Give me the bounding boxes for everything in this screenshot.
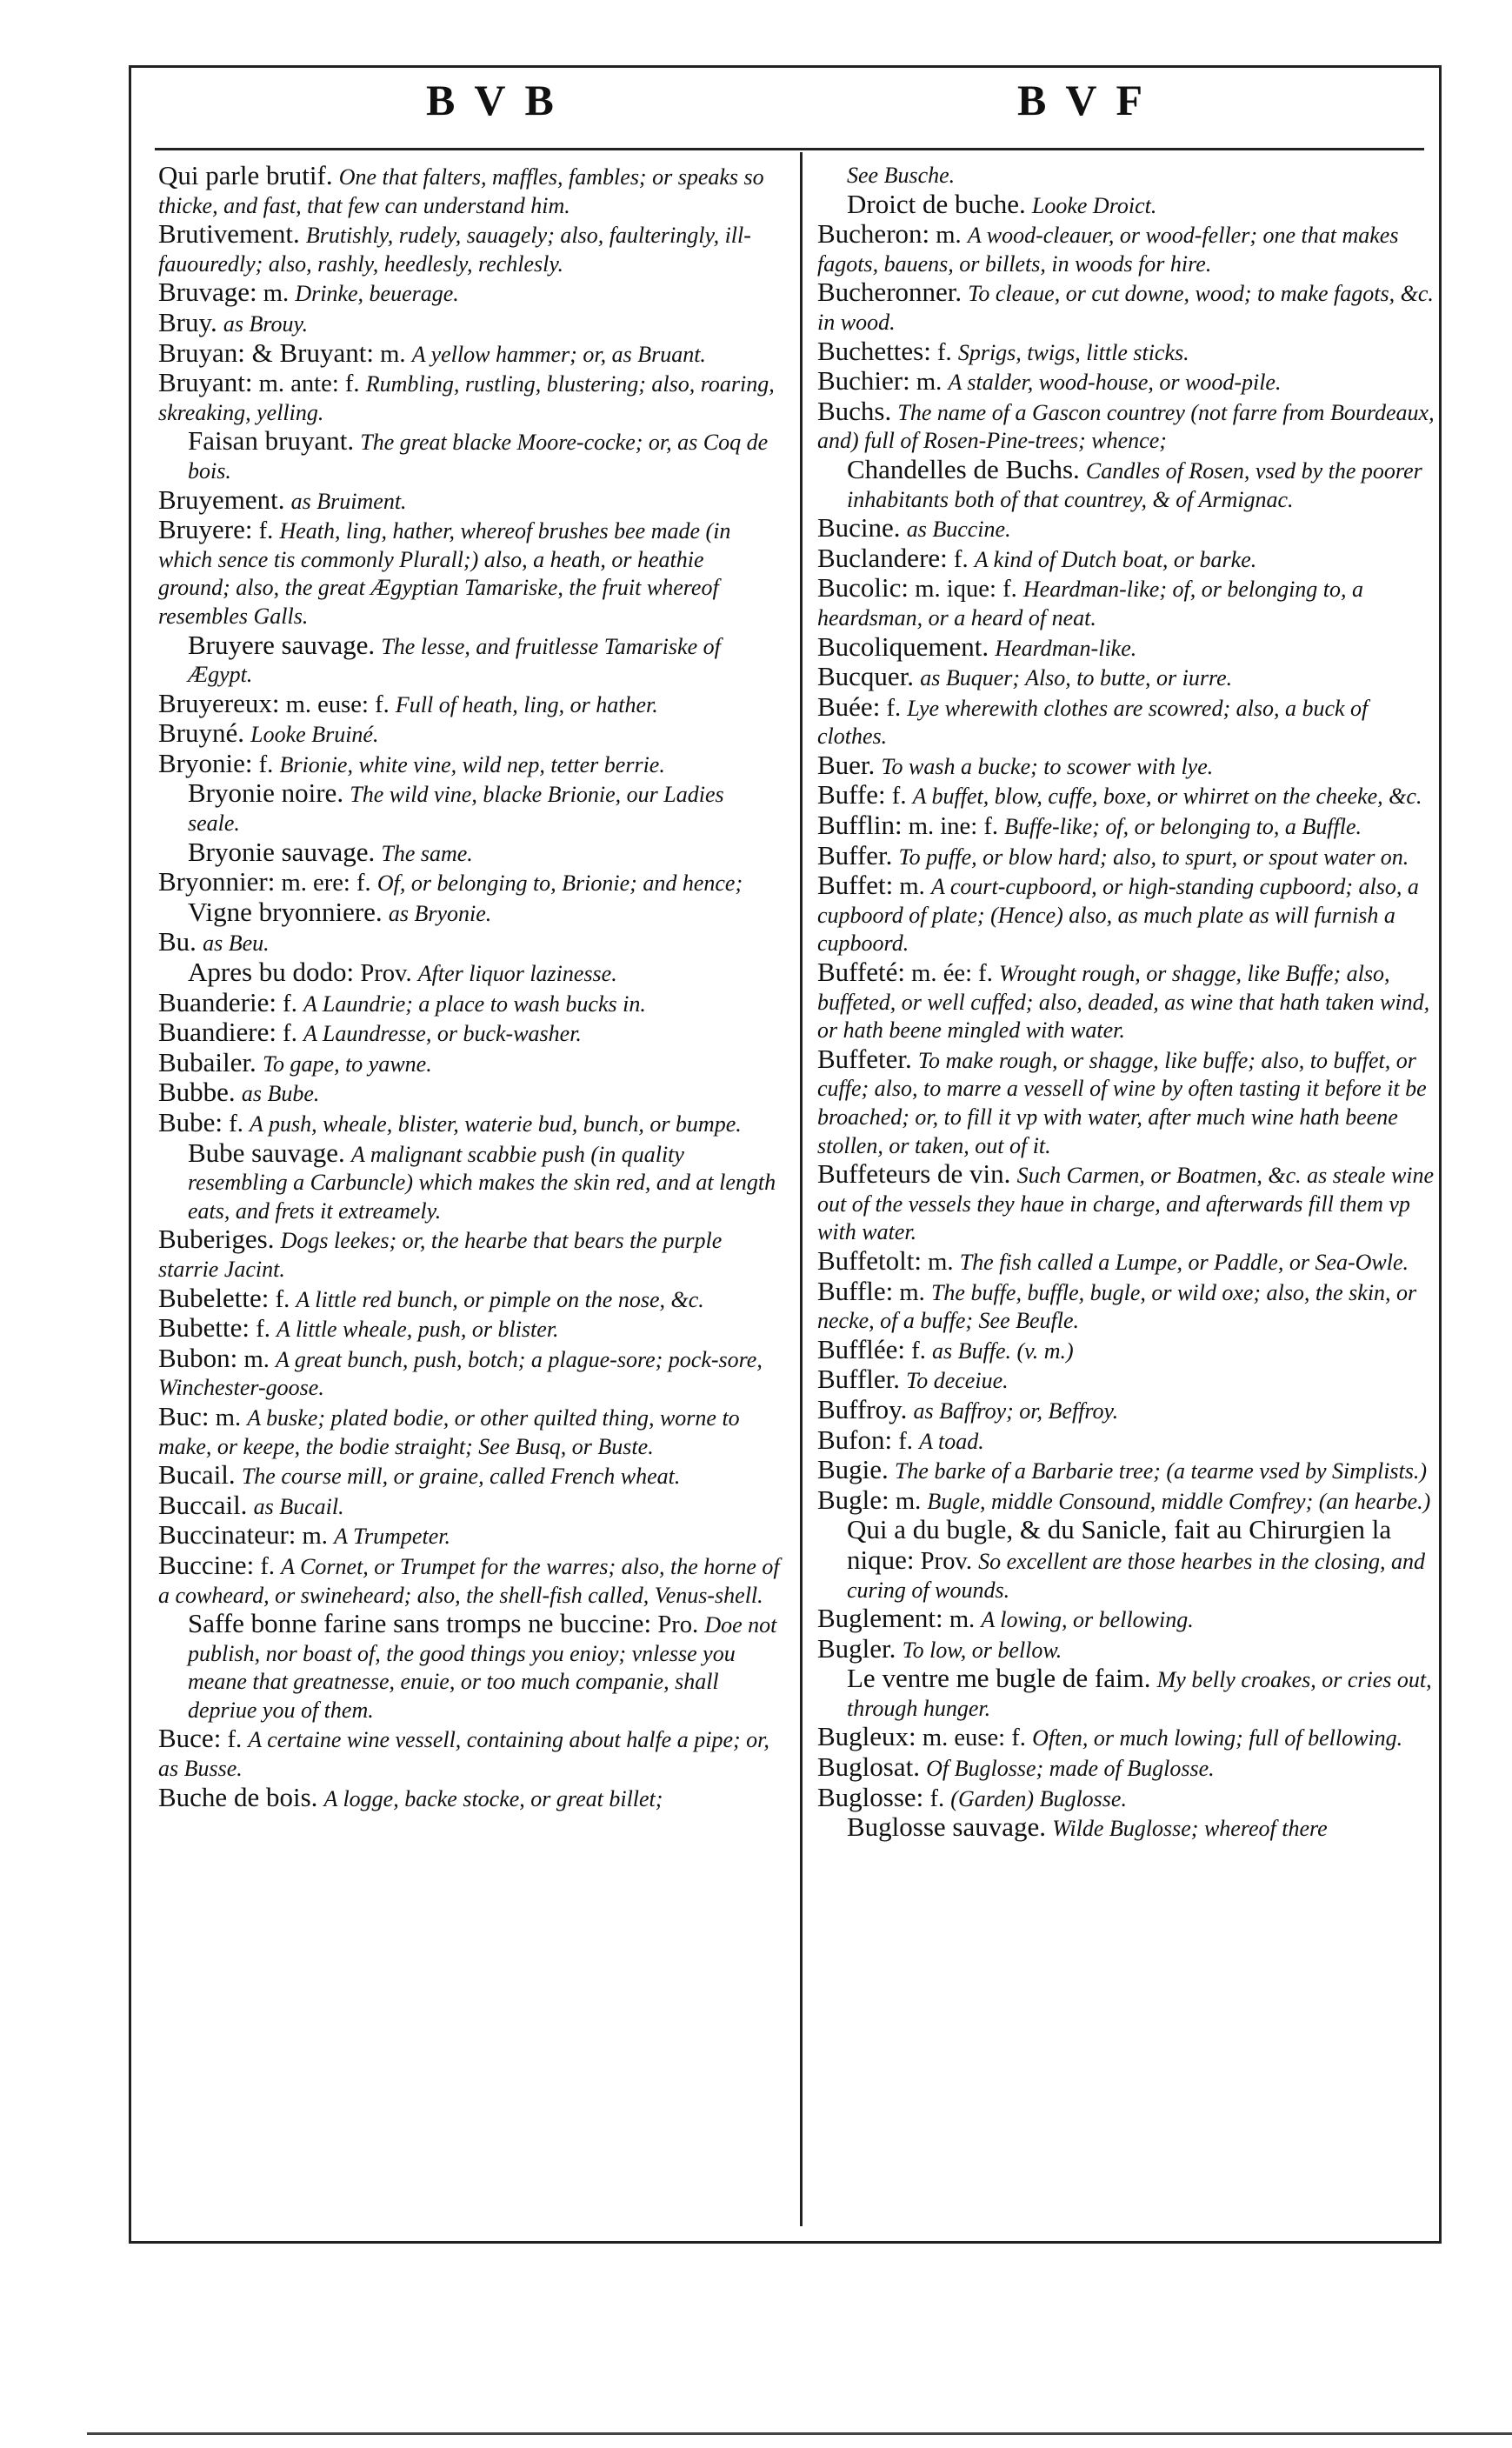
headword: Bucine.: [817, 512, 901, 544]
headword: Chandelles de Buchs.: [847, 453, 1080, 484]
definition: A great bunch, push, botch; a plague-sore; pock-sore, Winchester-goose.: [158, 1346, 763, 1401]
grammar-tag: Pro.: [657, 1611, 699, 1639]
grammar-tag: f.: [937, 338, 952, 366]
definition: A little red bunch, or pimple on the nose, &c.: [296, 1286, 704, 1312]
definition: To deceiue.: [906, 1368, 1009, 1394]
dictionary-entry: [817, 1244, 1439, 1277]
definition: Candles of Rosen, vsed by the poorer inhabitants both of that countrey, & of Armignac.: [847, 457, 1422, 512]
dictionary-entry: [158, 1781, 780, 1814]
definition: To cleaue, or cut downe, wood; to make fagots, &c. in wood.: [817, 281, 1434, 335]
running-head-right: BVF: [1017, 76, 1162, 124]
definition: A stalder, wood-house, or wood-pile.: [948, 370, 1282, 396]
definition: as Bube.: [241, 1081, 320, 1107]
headword: Bruyere:: [158, 514, 253, 545]
headword: Bufflin:: [817, 810, 903, 841]
grammar-tag: Prov.: [360, 960, 412, 988]
definition: Rumbling, rustling, blustering; also, roaring, skreaking, yelling.: [158, 371, 775, 425]
definition: A certaine wine vessell, containing about halfe a pipe; or, as Busse.: [158, 1727, 769, 1782]
headword: Buffle:: [817, 1275, 894, 1306]
dictionary-entry: [817, 1664, 1439, 1723]
dictionary-entry: [817, 190, 1439, 221]
definition: as Bryonie.: [388, 900, 492, 926]
headword: Bucoliquement.: [817, 630, 989, 662]
definition: Lye wherewith clothes are scowred; also, a buck of clothes.: [817, 695, 1369, 750]
definition: To low, or bellow.: [902, 1637, 1062, 1663]
dictionary-entry: [158, 278, 780, 309]
headword: Buglement:: [817, 1603, 943, 1634]
headword: Bryonie:: [158, 747, 253, 778]
headword: Buglosse:: [817, 1781, 924, 1812]
dictionary-entry: [158, 1109, 780, 1139]
dictionary-entry: [158, 1284, 780, 1315]
definition: A little wheale, push, or blister.: [276, 1317, 559, 1343]
headword: Buffeter.: [817, 1043, 912, 1074]
definition: The buffe, buffle, bugle, or wild oxe; also, the skin, or necke, of a buffe; See Beufle.: [817, 1279, 1417, 1334]
definition: The course mill, or graine, called French wheat.: [241, 1464, 681, 1490]
grammar-tag: f.: [256, 1316, 270, 1344]
dictionary-entry: [817, 337, 1439, 368]
grammar-tag: f.: [283, 1020, 297, 1048]
definition: Heardman-like; of, or belonging to, a heardsman, or a heard of neat.: [817, 577, 1364, 630]
dictionary-entry: [158, 719, 780, 750]
dictionary-entry: [817, 1632, 1439, 1665]
dictionary-entry: [817, 811, 1439, 842]
headword: Qui a du bugle, & du Sanicle, fait au Chirurgien la nique:: [847, 1514, 1392, 1575]
headword: Buffeteurs de vin.: [817, 1158, 1011, 1190]
column-divider: [800, 152, 803, 2226]
definition: A wood-cleauer, or wood-feller; one that makes fagots, bauens, or billets, in woods for hire.: [817, 223, 1399, 277]
dictionary-entry: [158, 427, 780, 485]
grammar-tag: m.: [899, 1278, 925, 1306]
headword: Bubette:: [158, 1312, 250, 1344]
grammar-tag: f.: [929, 1784, 945, 1812]
definition: A Laundrie; a place to wash bucks in.: [303, 991, 646, 1017]
headword: Buffeté:: [817, 957, 906, 988]
dictionary-entry: [817, 574, 1439, 632]
dictionary-entry: [817, 1393, 1439, 1426]
headword: Buer.: [817, 749, 876, 780]
headword: Bryonie noire.: [188, 777, 344, 809]
definition: A kind of Dutch boat, or barke.: [974, 546, 1257, 572]
dictionary-entry: [158, 306, 780, 339]
dictionary-entry: [817, 630, 1439, 664]
dictionary-entry: [158, 1461, 780, 1491]
headword: Bufon:: [817, 1424, 893, 1455]
dictionary-entry: [158, 339, 780, 370]
dictionary-entry: [817, 397, 1439, 456]
headword: Bucheronner.: [817, 277, 962, 308]
dictionary-entry: [158, 1139, 780, 1226]
dictionary-entry: [158, 162, 780, 220]
definition: Of, or belonging to, Brionie; and hence;: [376, 870, 743, 897]
headword: Bruyement.: [158, 484, 285, 515]
grammar-tag: m.: [302, 1523, 328, 1551]
grammar-tag: m.: [899, 873, 925, 901]
headword: Bube:: [158, 1107, 223, 1137]
dictionary-entry: [158, 1724, 780, 1783]
grammar-tag: f.: [258, 750, 274, 778]
grammar-tag: m.: [380, 340, 406, 368]
grammar-tag: m. ere: f.: [281, 870, 371, 897]
grammar-tag: f.: [258, 517, 274, 545]
headword: Buffler.: [817, 1364, 900, 1395]
dictionary-entry: [817, 871, 1439, 958]
grammar-tag: m.: [928, 1248, 954, 1276]
grammar-tag: f.: [891, 783, 907, 810]
definition: To gape, to yawne.: [262, 1051, 432, 1077]
dictionary-entry: [158, 868, 780, 898]
definition: as Beu.: [203, 931, 270, 957]
headword: Le ventre me bugle de faim.: [847, 1663, 1151, 1694]
dictionary-entry: [158, 220, 780, 278]
definition: So excellent are those hearbes in the closing, and curing of wounds.: [847, 1548, 1425, 1603]
headword: Buffet:: [817, 870, 894, 901]
grammar-tag: m. ique: f.: [915, 576, 1017, 604]
dictionary-entry: [817, 1604, 1439, 1635]
headword: Buccail.: [158, 1489, 248, 1520]
definition: The barke of a Barbarie tree; (a tearme vsed by Simplists.): [894, 1458, 1428, 1484]
headword: Buanderie:: [158, 986, 277, 1017]
definition: The same.: [381, 840, 473, 866]
dictionary-entry: [817, 958, 1439, 1045]
headword: Buccinateur:: [158, 1519, 296, 1551]
definition: A malignant scabbie push (in quality resembling a Carbuncle) which makes the skin red, and at length eats, and frets it extreamely.: [188, 1141, 776, 1224]
definition: The wild vine, blacke Brionie, our Ladies seale.: [188, 782, 724, 837]
headword: Buglosse sauvage.: [847, 1811, 1047, 1843]
dictionary-entry: [158, 747, 780, 780]
headword: Buffe:: [817, 779, 886, 810]
headword: Buce:: [158, 1723, 222, 1754]
definition: A logge, backe stocke, or great billet;: [323, 1785, 663, 1811]
definition: To puffe, or blow hard; also, to spurt, or spout water on.: [898, 844, 1409, 870]
headword: Buccine:: [158, 1549, 255, 1580]
headword: Bucail.: [158, 1459, 236, 1491]
headword: Droict de buche.: [847, 188, 1026, 219]
headword: Buffer.: [817, 839, 893, 870]
definition: Looke Bruiné.: [250, 722, 379, 748]
headword: Buche de bois.: [158, 1781, 318, 1812]
dictionary-entry: [817, 663, 1439, 693]
headword: Bruyan: & Bruyant:: [158, 337, 374, 368]
headword: Buchs.: [817, 395, 892, 426]
dictionary-entry: [817, 220, 1439, 278]
definition: Sprigs, twigs, little sticks.: [957, 339, 1189, 365]
dictionary-entry: [817, 1426, 1439, 1457]
definition: Buffe-like; of, or belonging to, a Buffle.: [1004, 814, 1362, 840]
definition: Bugle, middle Consound, middle Comfrey; (an hearbe.): [927, 1488, 1431, 1514]
dictionary-entry: [158, 986, 780, 1019]
headword: Bube sauvage.: [188, 1137, 345, 1168]
dictionary-entry: [817, 1753, 1439, 1784]
definition: Drinke, beuerage.: [295, 281, 459, 307]
dictionary-entry: [817, 1365, 1439, 1396]
dictionary-entry: [817, 1456, 1439, 1486]
definition: Looke Droict.: [1031, 192, 1157, 218]
grammar-tag: f.: [898, 1427, 913, 1455]
headword: Bruvage:: [158, 277, 257, 308]
definition: The great blacke Moore-cocke; or, as Coq de bois.: [188, 430, 769, 484]
definition: A Trumpeter.: [334, 1524, 450, 1550]
grammar-tag: f.: [260, 1552, 276, 1580]
definition: as Baffroy; or, Beffroy.: [913, 1397, 1119, 1424]
headword: Bubelette:: [158, 1282, 270, 1313]
definition: Dogs leekes; or, the hearbe that bears the purple starrie Jacint.: [158, 1228, 723, 1282]
dictionary-entry: [158, 928, 780, 958]
dictionary-entry: [158, 516, 780, 630]
dictionary-entry: [158, 631, 780, 690]
definition: My belly croakes, or cries out, through hunger.: [847, 1667, 1432, 1721]
headword: Bugle:: [817, 1484, 889, 1515]
definition: Wilde Buglosse; whereof there: [1052, 1816, 1328, 1842]
definition: Heardman-like.: [995, 635, 1137, 661]
definition: The name of a Gascon countrey (not farre from Bourdeaux, and) full of Rosen-Pine-trees; whence;: [817, 399, 1435, 454]
definition: Brionie, white vine, wild nep, tetter berrie.: [279, 751, 665, 777]
dictionary-entry: [817, 453, 1439, 514]
headword: Buchier:: [817, 365, 910, 397]
definition: The fish called a Lumpe, or Paddle, or Sea-Owle.: [959, 1249, 1409, 1275]
definition: as Bruiment.: [290, 488, 407, 514]
grammar-tag: m.: [895, 1487, 922, 1515]
dictionary-entry: [158, 1225, 780, 1284]
dictionary-entry: [817, 1160, 1439, 1247]
dictionary-entry: [817, 1277, 1439, 1336]
definition: as Brouy.: [223, 310, 309, 337]
headword: Bugie.: [817, 1454, 889, 1485]
grammar-tag: m.: [916, 369, 943, 397]
headword: Bryonie sauvage.: [188, 836, 376, 867]
grammar-tag: m. ante: f.: [258, 370, 360, 398]
headword: Vigne bryonniere.: [188, 896, 383, 927]
headword: Buchettes:: [817, 335, 931, 366]
definition: Wrought rough, or shagge, like Buffe; also, buffeted, or well cuffed; also, deaded, as wine that hath taken wind, or hath beene mingled with water.: [817, 961, 1430, 1044]
headword: Bryonnier:: [158, 866, 276, 897]
headword: Brutivement.: [158, 218, 300, 250]
headword: Apres bu dodo:: [188, 957, 355, 988]
definition: as Bucail.: [253, 1493, 344, 1519]
headword: Bruyereux:: [158, 687, 280, 718]
grammar-tag: f.: [911, 1337, 926, 1364]
headword: Buandiere:: [158, 1017, 277, 1048]
definition: A buffet, blow, cuffe, boxe, or whirret on the cheeke, &c.: [912, 784, 1422, 810]
grammar-tag: f.: [227, 1726, 243, 1754]
definition: as Buquer; Also, to butte, or iurre.: [920, 665, 1233, 691]
dictionary-entry: [158, 369, 780, 427]
dictionary-entry: [817, 839, 1439, 872]
dictionary-entry: [158, 1078, 780, 1109]
grammar-tag: m. ine: f.: [908, 813, 998, 841]
definition: as Buffe. (v. m.): [932, 1337, 1074, 1364]
dictionary-entry: [817, 278, 1439, 337]
grammar-tag: f.: [275, 1285, 290, 1313]
grammar-tag: f.: [229, 1111, 243, 1137]
grammar-tag: m.: [263, 280, 290, 308]
dictionary-entry: [158, 958, 780, 989]
headword: Saffe bonne farine sans tromps ne buccine:: [188, 1608, 652, 1639]
dictionary-entry: [158, 1046, 780, 1079]
headword: Bugler.: [817, 1632, 896, 1664]
headword: Buc:: [158, 1400, 210, 1431]
headword: Bucheron:: [817, 218, 930, 250]
dictionary-entry: [158, 1521, 780, 1551]
definition: Heath, ling, hather, whereof brushes bee made (in which sence tis commonly Plurall;) also, a heath, or heathie ground; also, the great Ægyptian Tamariske, the fruit whereof resembles Galls.: [158, 518, 731, 629]
dictionary-entry: [158, 1344, 780, 1403]
dictionary-entry: [158, 1551, 780, 1610]
grammar-tag: m.: [243, 1345, 270, 1373]
grammar-tag: m. euse: f.: [285, 690, 390, 718]
definition: A push, wheale, blister, waterie bud, bunch, or bumpe.: [250, 1111, 742, 1137]
definition: A lowing, or bellowing.: [981, 1607, 1194, 1633]
dictionary-entry: [158, 486, 780, 517]
definition: Doe not publish, nor boast of, the good things you enioy; vnlesse you meane that greatnesse, enuie, or too much companie, shall depriue you of them.: [188, 1612, 777, 1723]
dictionary-entry: [817, 367, 1439, 397]
dictionary-entry: [817, 514, 1439, 544]
definition: The lesse, and fruitlesse Tamariske of Ægypt.: [188, 633, 721, 688]
grammar-tag: f.: [283, 990, 297, 1017]
dictionary-entry: [817, 162, 1439, 190]
dictionary-entry: [158, 898, 780, 929]
dictionary-entry: [158, 1491, 780, 1522]
definition: Full of heath, ling, or hather.: [395, 691, 658, 717]
grammar-tag: m. euse: f.: [922, 1724, 1026, 1752]
definition: A yellow hammer; or, as Bruant.: [411, 341, 706, 367]
grammar-tag: f.: [886, 694, 902, 722]
headword: Bucquer.: [817, 661, 915, 692]
dictionary-entry: [817, 1486, 1439, 1517]
dictionary-entry: [158, 838, 780, 869]
headword: Bubon:: [158, 1342, 238, 1373]
headword: Bruyere sauvage.: [188, 629, 376, 660]
dictionary-entry: [158, 1018, 780, 1049]
definition: After liquor lazinesse.: [417, 961, 617, 987]
definition: A Cornet, or Trumpet for the warres; also, the horne of a cowheard, or swineheard; also, the shell-fish called, Venus-shell.: [158, 1553, 780, 1608]
grammar-tag: f.: [953, 545, 969, 573]
dictionary-entry: [817, 1045, 1439, 1160]
headword: Buffroy.: [817, 1393, 908, 1424]
bottom-rule: [87, 2432, 1512, 2442]
dictionary-entry: [817, 751, 1439, 782]
dictionary-entry: [817, 690, 1439, 751]
grammar-tag: m.: [949, 1606, 976, 1634]
headword: Buée:: [817, 690, 881, 722]
grammar-tag: m.: [936, 222, 962, 250]
headword: Buffetolt:: [817, 1244, 922, 1276]
grammar-tag: Prov.: [920, 1547, 972, 1575]
dictionary-entry: [817, 1813, 1439, 1844]
definition: See Busche.: [847, 163, 956, 188]
definition: Often, or much lowing; full of bellowing.: [1032, 1725, 1403, 1751]
definition: To make rough, or shagge, like buffe; also, to buffet, or cuffe; also, to marre a vessell of wine by often tasting it before it be broached; or, to fill it vp with water, after much wine hath beene stollen, or taken, out of it.: [817, 1047, 1427, 1158]
dictionary-entry: [158, 1400, 780, 1461]
headword: Faisan bruyant.: [188, 425, 355, 457]
dictionary-entry: [158, 1314, 780, 1344]
dictionary-entry: [158, 1610, 780, 1724]
dictionary-entry: [817, 1781, 1439, 1814]
definition: Such Carmen, or Boatmen, &c. as steale wine out of the vessels they haue in charge, and afterwards fill them vp with water.: [817, 1163, 1435, 1245]
headword: Bruy.: [158, 306, 217, 337]
definition: (Garden) Buglosse.: [950, 1785, 1127, 1811]
definition: A toad.: [919, 1428, 984, 1454]
definition: A buske; plated bodie, or other quilted thing, worne to make, or keepe, the bodie straight; See Busq, or Buste.: [158, 1404, 740, 1459]
grammar-tag: m.: [215, 1404, 242, 1431]
definition: One that falters, maffles, fambles; or speaks so thicke, and fast, that few can understand him.: [158, 164, 764, 218]
dictionary-entry: [158, 687, 780, 720]
headword: Buberiges.: [158, 1224, 275, 1255]
headword: Bucolic:: [817, 572, 909, 604]
definition: Of Buglosse; made of Buglosse.: [926, 1756, 1215, 1782]
dictionary-entry: [158, 779, 780, 837]
grammar-tag: m. ée: f.: [911, 960, 993, 988]
headword: Bufflée:: [817, 1333, 906, 1364]
headword: Buclandere:: [817, 542, 948, 573]
headword: Bu.: [158, 926, 196, 957]
headword: Qui parle brutif.: [158, 160, 333, 190]
headword: Bugleux:: [817, 1721, 916, 1752]
running-head-left: BVB: [426, 76, 573, 124]
definition: A court-cupboord, or high-standing cupboord; also, a cupboord of plate; (Hence) also, as much plate as will furnish a cupboord.: [817, 874, 1419, 957]
dictionary-entry: [817, 1723, 1439, 1753]
header-rule: [155, 148, 1424, 150]
headword: Bubbe.: [158, 1077, 236, 1108]
dictionary-entry: [817, 1333, 1439, 1366]
dictionary-entry: [817, 544, 1439, 575]
headword: Bruyant:: [158, 367, 253, 398]
dictionary-entry: [817, 1516, 1439, 1604]
definition: Brutishly, rudely, sauagely; also, faulteringly, ill-fauouredly; also, rashly, heedlesly, rechlesly.: [158, 223, 751, 277]
dictionary-entry: [817, 781, 1439, 811]
definition: as Buccine.: [906, 517, 1011, 543]
headword: Bubailer.: [158, 1046, 256, 1077]
headword: Bruyné.: [158, 717, 245, 749]
headword: Buglosat.: [817, 1751, 920, 1783]
left-column: [158, 162, 780, 1813]
definition: To wash a bucke; to scower with lye.: [881, 753, 1214, 779]
definition: A Laundresse, or buck-washer.: [303, 1021, 582, 1047]
right-column: [817, 162, 1439, 1844]
